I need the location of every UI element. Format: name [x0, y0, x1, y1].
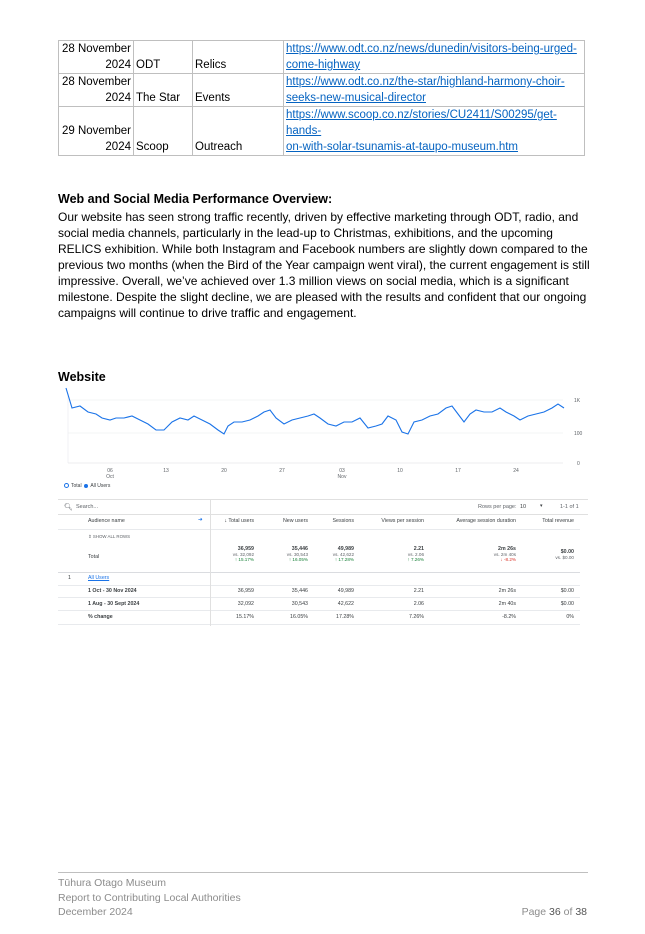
divider [58, 597, 580, 598]
table-row [59, 74, 585, 107]
table-cell: 30,543 [291, 601, 308, 607]
outlet-cell: Scoop [134, 107, 193, 156]
outlet-cell: The Star [134, 74, 193, 107]
table-cell: $0.00 [560, 601, 574, 607]
col-total-revenue[interactable]: Total revenue [542, 518, 574, 524]
duration-cell: 2m 26s vs. 2m 40s ↓ -8.2% [493, 546, 516, 562]
divider [58, 585, 580, 586]
traffic-series-line [66, 388, 564, 434]
media-coverage-table [58, 40, 585, 156]
table-header-row [58, 518, 580, 528]
table-row [58, 575, 580, 584]
search-icon: 🔍︎ [64, 504, 73, 511]
x-tick-label: 20 [221, 468, 227, 474]
chevron-down-icon[interactable]: ▾ [540, 503, 543, 509]
article-link[interactable]: https://www.odt.co.nz/news/dunedin/visitors-being-urged- come-highway [286, 43, 577, 71]
x-tick-label: 03 Nov [337, 468, 347, 480]
table-cell: 0% [566, 614, 574, 620]
col-sessions[interactable]: Sessions [332, 518, 354, 524]
all-users-link[interactable]: All Users [88, 575, 110, 581]
y-tick-label: 100 [574, 431, 583, 437]
pagination-label: 1-1 of 1 [560, 504, 579, 510]
category-cell: Outreach [193, 107, 284, 156]
table-cell: $0.00 [560, 588, 574, 594]
page-number: Page 36 of 38 [521, 906, 587, 918]
article-link[interactable]: https://www.scoop.co.nz/stories/CU2411/S00295/get-hands- on-with-solar-tsunamis-at-taupo-museum.htm [286, 109, 557, 153]
divider [58, 624, 580, 625]
link-cell [284, 41, 585, 74]
overview-paragraph: Our website has seen strong traffic recently, driven by effective marketing through ODT, radio, and social media channels, particularly in the lead-up to Christmas, exhibitions, and the upcoming RELICS exhibition. While both Instagram and Facebook numbers are slightly down compared to the previous two months (when the Bird of the Year campaign went viral), the current engagement is still impressive. Overall, we’ve achieved over 1.3 million views on social media, which is a significant milestone. Despite the slight decline, we are pleased with the results and confident that our ongoing campaigns will continue to drive traffic and engagement. [58, 210, 590, 320]
footer-report: Report to Contributing Local Authorities [58, 892, 241, 904]
table-cell: 2.06 [413, 601, 424, 607]
link-cell [284, 107, 585, 156]
y-tick-label: 0 [577, 461, 580, 467]
table-row [59, 107, 585, 156]
col-views-per-session[interactable]: Views per session [381, 518, 424, 524]
x-tick-label: 06 Oct [106, 468, 114, 480]
sessions-cell: 49,989 vs. 42,622 ↑ 17.28% [332, 546, 354, 562]
x-tick-label: 13 [163, 468, 169, 474]
col-new-users[interactable]: New users [282, 518, 308, 524]
col-audience-name[interactable]: Audience name [88, 518, 125, 524]
col-average-session-duration[interactable]: Average session duration [456, 518, 516, 524]
table-cell: -8.2% [502, 614, 516, 620]
footer-divider [58, 872, 588, 873]
category-cell: Events [193, 74, 284, 107]
x-tick-label: 17 [455, 468, 461, 474]
chart-legend [64, 483, 110, 489]
table-row [58, 614, 580, 623]
row-index: 1 [68, 575, 71, 581]
footer-date: December 2024 [58, 906, 133, 918]
date-cell: 28 November 2024 [59, 41, 134, 74]
search-input[interactable]: Search... [76, 504, 99, 510]
divider [58, 529, 580, 530]
table-cell: 2.21 [413, 588, 424, 594]
table-cell: 7.26% [408, 614, 424, 620]
table-toolbar [58, 499, 588, 515]
y-tick-label: 1K [574, 398, 581, 404]
divider [58, 572, 580, 573]
category-cell: Relics [193, 41, 284, 74]
legend-all-users-icon [84, 484, 88, 488]
rows-per-page-select[interactable]: 10 [520, 504, 527, 510]
column-divider [210, 499, 211, 626]
analytics-panel [58, 386, 588, 626]
table-row [58, 588, 580, 597]
website-heading: Website [58, 370, 106, 384]
table-cell: 17.28% [336, 614, 354, 620]
article-link[interactable]: https://www.odt.co.nz/the-star/highland-harmony-choir- seeks-new-musical-director [286, 76, 565, 104]
expand-icon: ⇕ [88, 534, 92, 539]
rows-per-page-label: Rows per page: [478, 504, 517, 510]
link-cell [284, 74, 585, 107]
period-label: 1 Oct - 30 Nov 2024 [88, 588, 137, 594]
table-row [59, 41, 585, 74]
footer-org: Tūhura Otago Museum [58, 877, 166, 889]
revenue-cell: $0.00 vs. $0.00 [555, 549, 574, 560]
table-cell: 36,959 [237, 588, 254, 594]
table-cell: 15.17% [236, 614, 254, 620]
period-label: % change [88, 614, 113, 620]
period-label: 1 Aug - 30 Sept 2024 [88, 601, 140, 607]
views-cell: 2.21 vs. 2.06 ↑ 7.26% [407, 546, 424, 562]
table-cell: 42,622 [337, 601, 354, 607]
date-cell: 28 November 2024 [59, 74, 134, 107]
add-column-icon[interactable]: ➜ [198, 517, 203, 523]
outlet-cell: ODT [134, 41, 193, 74]
divider [58, 610, 580, 611]
x-tick-label: 27 [279, 468, 285, 474]
overview-heading: Web and Social Media Performance Overview: [58, 192, 333, 206]
total-label: Total [88, 554, 100, 560]
table-cell: 2m 40s [498, 601, 516, 607]
show-all-rows-button[interactable]: ⇕ SHOW ALL ROWS [88, 534, 131, 539]
new-users-cell: 35,446 vs. 30,543 ↑ 16.05% [286, 546, 308, 562]
total-users-cell: 36,959 vs. 32,092 ↑ 15.17% [232, 546, 254, 562]
table-cell: 49,989 [337, 588, 354, 594]
table-cell: 2m 26s [498, 588, 516, 594]
col-total-users[interactable]: ↓ Total users [224, 518, 254, 524]
legend-total[interactable]: Total [71, 483, 82, 489]
table-cell: 16.05% [290, 614, 308, 620]
x-tick-label: 10 [397, 468, 403, 474]
legend-all-users[interactable]: All Users [90, 483, 111, 489]
x-tick-label: 24 [513, 468, 519, 474]
table-row [58, 601, 580, 610]
total-row [58, 546, 580, 570]
table-cell: 35,446 [291, 588, 308, 594]
legend-total-icon [64, 483, 69, 488]
table-cell: 32,092 [237, 601, 254, 607]
date-cell: 29 November 2024 [59, 107, 134, 156]
